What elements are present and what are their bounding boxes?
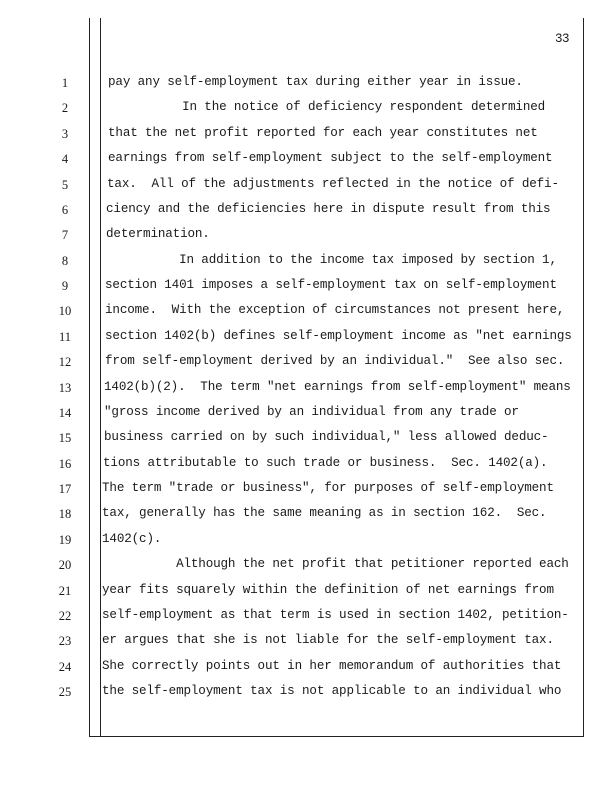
text-line: ciency and the deficiencies here in dispute result from this: [106, 202, 551, 216]
text-line: determination.: [106, 227, 210, 241]
line-number: 23: [58, 634, 72, 648]
text-line: self-employment as that term is used in section 1402, petition-: [102, 608, 569, 622]
line-number: 10: [58, 304, 72, 318]
line-number: 16: [58, 457, 72, 471]
line-number: 7: [61, 228, 69, 242]
text-line: In addition to the income tax imposed by section 1,: [105, 253, 557, 267]
line-number: 18: [58, 507, 72, 521]
line-number: 8: [61, 254, 69, 268]
text-line: er argues that she is not liable for the self-employment tax.: [102, 633, 554, 647]
line-number: 22: [58, 609, 72, 623]
text-line: business carried on by such individual," less allowed deduc-: [104, 430, 549, 444]
text-line: Although the net profit that petitioner reported each: [102, 557, 569, 571]
line-number: 15: [58, 431, 72, 445]
line-number: 9: [61, 279, 69, 293]
line-number: 21: [58, 584, 72, 598]
line-number: 20: [58, 558, 72, 572]
text-line: The term "trade or business", for purposes of self-employment: [102, 481, 554, 495]
line-number: 19: [58, 533, 72, 547]
line-number: 4: [61, 152, 69, 166]
text-line: In the notice of deficiency respondent determined: [108, 100, 546, 114]
line-number: 6: [61, 203, 69, 217]
line-number: 17: [58, 482, 72, 496]
left-margin-rule: [100, 18, 101, 736]
text-line: that the net profit reported for each year constitutes net: [108, 126, 538, 140]
line-number: 5: [61, 178, 69, 192]
text-line: section 1401 imposes a self-employment tax on self-employment: [105, 278, 557, 292]
line-number: 1: [61, 76, 69, 90]
text-line: pay any self-employment tax during either year in issue.: [108, 75, 523, 89]
text-line: the self-employment tax is not applicable to an individual who: [102, 684, 562, 698]
text-line: income. With the exception of circumstances not present here,: [105, 303, 565, 317]
text-line: earnings from self-employment subject to the self-employment: [108, 151, 553, 165]
line-number: 25: [58, 685, 72, 699]
line-number: 11: [58, 330, 72, 344]
page-number: 33: [555, 32, 570, 46]
text-line: tions attributable to such trade or business. Sec. 1402(a).: [103, 456, 548, 470]
text-line: "gross income derived by an individual from any trade or: [104, 405, 519, 419]
text-line: 1402(c).: [102, 532, 162, 546]
text-line: year fits squarely within the definition of net earnings from: [102, 583, 554, 597]
text-line: She correctly points out in her memorandum of authorities that: [102, 659, 562, 673]
line-number: 13: [58, 381, 72, 395]
line-number: 12: [58, 355, 72, 369]
text-line: section 1402(b) defines self-employment income as "net earnings: [105, 329, 572, 343]
text-line: 1402(b)(2). The term "net earnings from self-employment" means: [104, 380, 571, 394]
text-line: tax. All of the adjustments reflected in the notice of defi-: [107, 177, 559, 191]
line-number: 24: [58, 660, 72, 674]
line-number: 2: [61, 101, 69, 115]
line-number: 14: [58, 406, 72, 420]
line-number: 3: [61, 127, 69, 141]
text-line: tax, generally has the same meaning as in section 162. Sec.: [102, 506, 547, 520]
text-line: from self-employment derived by an individual." See also sec.: [105, 354, 565, 368]
